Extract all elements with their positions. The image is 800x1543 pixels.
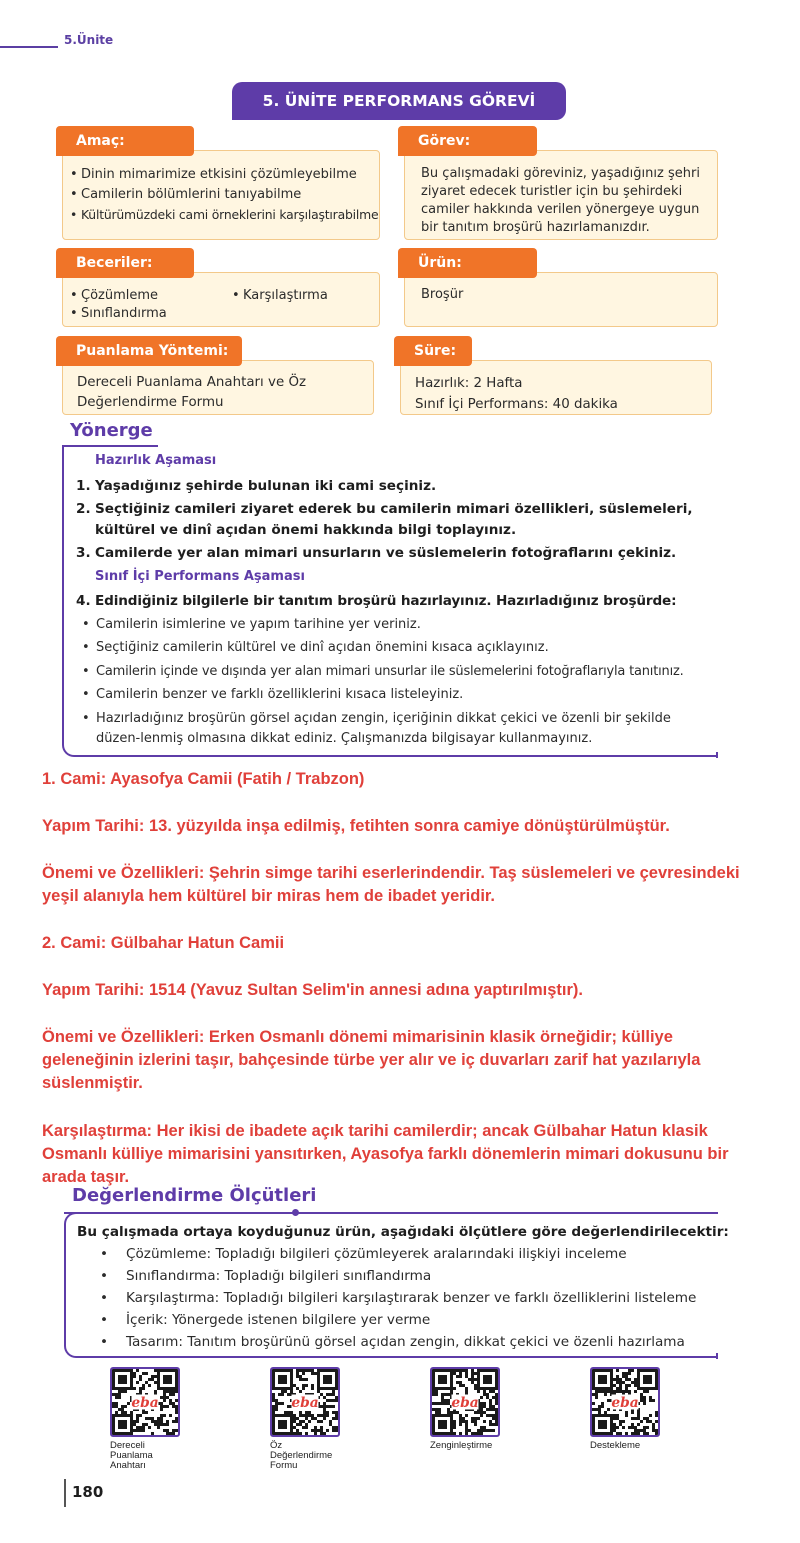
yonerge-bullet: • Camilerin benzer ve farklı özelliklerini kısaca listeleyiniz. bbox=[82, 685, 702, 705]
eba-logo: eba bbox=[611, 1394, 639, 1411]
yonerge-bullet-text: Camilerin içinde ve dışında yer alan mimari unsurlar ile süslemelerini fotoğraflarıyla tanıtınız. bbox=[96, 664, 684, 679]
phase-heading: Sınıf İçi Performans Aşaması bbox=[95, 569, 305, 584]
sure-box bbox=[400, 360, 712, 415]
amac-box bbox=[62, 150, 380, 240]
yonerge-title: Yönerge bbox=[70, 420, 153, 441]
eba-logo: eba bbox=[451, 1394, 479, 1411]
page-title: 5. ÜNİTE PERFORMANS GÖREVİ bbox=[232, 82, 566, 120]
sure-line: Sınıf İçi Performans: 40 dakika bbox=[415, 397, 618, 412]
puanlama-tab: Puanlama Yöntemi: bbox=[56, 336, 242, 366]
puanlama-box bbox=[62, 360, 374, 415]
yonerge-bullet: • Seçtiğiniz camilerin kültürel ve dinî açıdan önemini kısaca açıklayınız. bbox=[82, 638, 702, 658]
yonerge-frame-end bbox=[716, 752, 718, 758]
puanlama-text: Dereceli Puanlama Anahtarı ve Öz Değerlendirme Formu bbox=[77, 375, 307, 410]
qr-caption: Öz Değerlendirme Formu bbox=[270, 1440, 333, 1471]
step-number: 3. bbox=[76, 545, 91, 561]
answer-paragraph: Yapım Tarihi: 1514 (Yavuz Sultan Selim'in annesi adına yaptırılmıştır). bbox=[42, 981, 583, 999]
step-text: Edindiğiniz bilgilerle bir tanıtım broşürü hazırlayınız. Hazırladığınız broşürde: bbox=[95, 593, 677, 609]
qr-caption: Zenginleştirme bbox=[430, 1440, 493, 1451]
step-number: 1. bbox=[76, 478, 91, 494]
qr-pattern bbox=[592, 1369, 658, 1435]
beceri-item: • Karşılaştırma bbox=[229, 287, 328, 305]
step-text: Camilerde yer alan mimari unsurların ve süslemelerin fotoğraflarını çekiniz. bbox=[95, 545, 677, 561]
step-text: Seçtiğiniz camileri ziyaret ederek bu camilerin mimari özellikleri, süslemeleri, kültürel ve dinî açıdan önemi hakkında bilgi toplayınız. bbox=[95, 501, 693, 538]
gorev-text: Bu çalışmadaki göreviniz, yaşadığınız şehri ziyaret edecek turistler için bu şehirdeki camiler hakkında verilen yönergeye uygun bir tanıtım broşürü hazırlamanızdır. bbox=[421, 166, 700, 235]
criteria-title: Değerlendirme Ölçütleri bbox=[72, 1185, 317, 1206]
qr-code-zenginlestirme[interactable] bbox=[430, 1367, 500, 1437]
sure-tab: Süre: bbox=[394, 336, 472, 366]
gorev-tab: Görev: bbox=[398, 126, 537, 156]
step-item bbox=[76, 476, 696, 497]
criteria-item-text: İçerik: Yönergede istenen bilgilere yer verme bbox=[126, 1312, 431, 1328]
step-item bbox=[76, 591, 716, 612]
qr-code-oz-degerlendirme[interactable] bbox=[270, 1367, 340, 1437]
unit-label: 5.Ünite bbox=[64, 33, 114, 47]
page-number-rule bbox=[64, 1479, 66, 1507]
page-number: 180 bbox=[72, 1483, 104, 1501]
urun-tab: Ürün: bbox=[398, 248, 537, 278]
header-rule bbox=[0, 46, 58, 48]
amac-item: • Camilerin bölümlerini tanıyabilme bbox=[67, 185, 379, 205]
yonerge-bullet-text: Seçtiğiniz camilerin kültürel ve dinî açıdan önemini kısaca açıklayınız. bbox=[96, 640, 549, 655]
yonerge-bullet: • Camilerin içinde ve dışında yer alan mimari unsurlar ile süslemelerini fotoğraflarıyla tanıtınız. bbox=[82, 662, 712, 682]
qr-pattern bbox=[432, 1369, 498, 1435]
answer-paragraph: Karşılaştırma: Her ikisi de ibadete açık tarihi camilerdir; ancak Gülbahar Hatun klasik Osmanlı külliye mimarisini yansıtırken, Ayasofya farklı dönemlerin mimari dokusunu bir arada taşır. bbox=[42, 1122, 729, 1186]
qr-code-destekleme[interactable] bbox=[590, 1367, 660, 1437]
answer-paragraph: 2. Cami: Gülbahar Hatun Camii bbox=[42, 934, 285, 952]
qr-caption: Dereceli Puanlama Anahtarı bbox=[110, 1440, 153, 1471]
criteria-item-text: Tasarım: Tanıtım broşürünü görsel açıdan zengin, dikkat çekici ve özenli hazırlama bbox=[126, 1334, 685, 1350]
urun-text: Broşür bbox=[421, 287, 464, 302]
step-item bbox=[76, 543, 716, 564]
step-item bbox=[76, 499, 696, 541]
phase-heading: Hazırlık Aşaması bbox=[95, 453, 217, 468]
amac-item: • Kültürümüzdeki cami örneklerini karşılaştırabilme bbox=[67, 205, 379, 225]
yonerge-bullet-text: Hazırladığınız broşürün görsel açıdan zengin, içeriğinin dikkat çekici ve özenli bir şekilde düzen-lenmiş olmasına dikkat ediniz. Çalışmanızda bilgisayar kullanmayınız. bbox=[96, 711, 671, 746]
step-number: 4. bbox=[76, 593, 91, 609]
qr-pattern bbox=[272, 1369, 338, 1435]
answer-paragraph: Önemi ve Özellikleri: Şehrin simge tarihi eserlerindendir. Taş süslemeleri ve çevresindeki yeşil alanıyla hem kültürel bir miras hem de ibadet yeridir. bbox=[42, 864, 740, 905]
eba-logo: eba bbox=[291, 1394, 319, 1411]
criteria-frame-end bbox=[716, 1353, 718, 1359]
yonerge-bullet-text: Camilerin benzer ve farklı özelliklerini kısaca listeleyiniz. bbox=[96, 687, 464, 702]
criteria-item-text: Çözümleme: Topladığı bilgileri çözümleyerek aralarındaki ilişkiyi inceleme bbox=[126, 1246, 627, 1262]
qr-caption: Destekleme bbox=[590, 1440, 641, 1451]
sure-line: Hazırlık: 2 Hafta bbox=[415, 376, 523, 391]
step-number: 2. bbox=[76, 501, 91, 517]
amac-item: • Dinin mimarimize etkisini çözümleyebilme bbox=[67, 165, 379, 185]
answer-paragraph: Önemi ve Özellikleri: Erken Osmanlı dönemi mimarisinin klasik örneğidir; külliye geleneğinin izlerini taşır, bahçesinde türbe yer alır ve iç duvarları zarif hat yazılarıyla süslenmiştir. bbox=[42, 1028, 701, 1092]
qr-pattern bbox=[112, 1369, 178, 1435]
yonerge-bullet: • Hazırladığınız broşürün görsel açıdan zengin, içeriğinin dikkat çekici ve özenli bir şekilde düzen-lenmiş olmasına dikkat ediniz. Çalışmanızda bilgisayar kullanmayınız. bbox=[82, 709, 712, 749]
yonerge-bullet: • Camilerin isimlerine ve yapım tarihine yer veriniz. bbox=[82, 615, 702, 635]
criteria-intro: Bu çalışmada ortaya koyduğunuz ürün, aşağıdaki ölçütlere göre değerlendirilecektir: bbox=[77, 1224, 729, 1240]
beceri-item: • Sınıflandırma bbox=[67, 305, 167, 323]
answer-paragraph: Yapım Tarihi: 13. yüzyılda inşa edilmiş, fetihten sonra camiye dönüştürülmüştür. bbox=[42, 817, 670, 835]
criteria-item-text: Sınıflandırma: Topladığı bilgileri sınıflandırma bbox=[126, 1268, 432, 1284]
beceri-item: • Çözümleme bbox=[67, 287, 167, 305]
yonerge-bullet-text: Camilerin isimlerine ve yapım tarihine yer veriniz. bbox=[96, 617, 421, 632]
gorev-box bbox=[404, 150, 718, 240]
amac-tab: Amaç: bbox=[56, 126, 194, 156]
qr-code-dereceli[interactable] bbox=[110, 1367, 180, 1437]
criteria-item-text: Karşılaştırma: Topladığı bilgileri karşılaştırarak benzer ve farklı özelliklerini listeleme bbox=[126, 1290, 697, 1306]
beceriler-box bbox=[62, 272, 380, 327]
eba-logo: eba bbox=[131, 1394, 159, 1411]
beceriler-tab: Beceriler: bbox=[56, 248, 194, 278]
answer-paragraph: 1. Cami: Ayasofya Camii (Fatih / Trabzon) bbox=[42, 770, 365, 788]
urun-box bbox=[404, 272, 718, 327]
step-text: Yaşadığınız şehirde bulunan iki cami seçiniz. bbox=[95, 478, 437, 494]
